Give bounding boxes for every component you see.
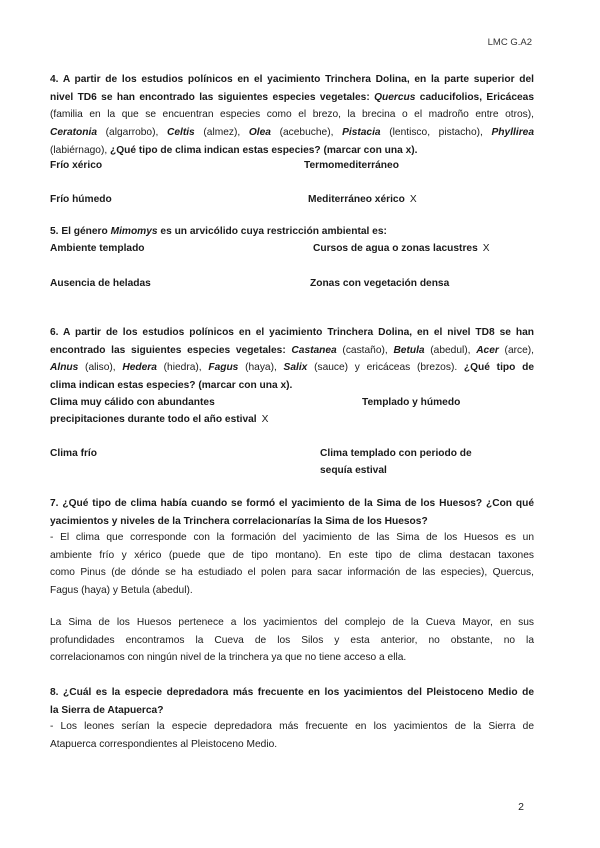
q8-answer-paragraph xyxy=(50,718,534,753)
text-line xyxy=(50,124,534,142)
text-segment: es un arvicólido cuya restricción ambiental es: xyxy=(157,226,387,237)
option-label: Ambiente templado xyxy=(50,243,145,254)
text-segment: 5. El género xyxy=(50,226,111,237)
text-segment: caducifolios, Ericáceas xyxy=(415,91,535,103)
option-label: Cursos de agua o zonas lacustres xyxy=(313,243,478,254)
option-label: Termomediterráneo xyxy=(304,160,399,171)
text-line xyxy=(50,513,534,531)
species-name: Castanea xyxy=(291,344,337,356)
q4-option-frio-xerico xyxy=(50,157,102,175)
question-4-text xyxy=(50,71,534,160)
text-line xyxy=(50,106,534,124)
option-label: Mediterráneo xérico xyxy=(308,194,405,205)
text-line xyxy=(50,582,534,600)
species-name: Mimomys xyxy=(110,226,158,237)
text-segment: Atapuerca correspondientes al Pleistoceno Medio. xyxy=(50,738,278,750)
species-name: Alnus xyxy=(50,362,79,374)
text-segment: (labiérnago), xyxy=(50,144,111,156)
text-line xyxy=(50,529,534,547)
question-5-text xyxy=(50,223,534,241)
q5-option-ausencia-heladas xyxy=(50,275,151,293)
q6-option-calido-line2 xyxy=(50,411,268,429)
text-line xyxy=(50,223,534,241)
species-name: Hedera xyxy=(122,362,157,374)
text-line xyxy=(50,632,534,650)
text-segment: nivel TD6 se han encontrado las siguientes especies vegetales: xyxy=(50,91,375,103)
text-line xyxy=(50,495,534,513)
text-segment: (algarrobo), xyxy=(97,127,167,139)
text-segment: profundidades encontramos la Cueva de los Silos y esta anterior, no obstante, no la xyxy=(50,634,534,646)
option-label: Clima frío xyxy=(50,448,97,459)
document-code: LMC G.A2 xyxy=(487,37,532,48)
text-line xyxy=(50,649,534,667)
text-segment: Fagus (haya) y Betula (abedul). xyxy=(50,585,193,597)
text-segment: (arce), xyxy=(498,344,534,356)
q4-option-frio-humedo xyxy=(50,191,112,209)
text-line xyxy=(50,614,534,632)
species-name: Pistacia xyxy=(342,127,381,139)
text-segment: 4. A partir de los estudios polínicos en el yacimiento Trinchera Dolina, en la parte superior del xyxy=(50,74,534,85)
option-label: Templado y húmedo xyxy=(362,397,461,408)
selection-mark: X xyxy=(261,414,269,425)
text-segment: - El clima que corresponde con la formación del yacimiento de las Sima de los Huesos es un xyxy=(50,532,534,543)
text-line xyxy=(50,684,534,702)
option-label: Frío xérico xyxy=(50,160,103,171)
q7-answer-paragraph-2 xyxy=(50,614,534,667)
text-segment: ¿Qué tipo de xyxy=(463,362,534,374)
text-line xyxy=(50,702,534,720)
question-7-text xyxy=(50,495,534,530)
species-name: Quercus xyxy=(374,91,416,103)
text-segment: ¿Qué tipo de clima indican estas especies? (marcar con una x). xyxy=(110,144,418,156)
q4-option-mediterraneo-xerico xyxy=(308,191,417,209)
text-segment: La Sima de los Huesos pertenece a los yacimientos del complejo de la Cueva Mayor, en sus xyxy=(50,617,534,628)
text-segment: como Pinus (de dónde se ha estudiado el polen para sacar información de las especies), Quercus, xyxy=(50,567,534,579)
text-line xyxy=(50,547,534,565)
species-name: Betula xyxy=(393,344,425,356)
q5-option-cursos-de-agua xyxy=(313,240,490,258)
text-segment: 8. ¿Cuál es la especie depredadora más frecuente en los yacimientos del Pleistoceno Medio de xyxy=(50,687,534,698)
q6-option-calido-line1 xyxy=(50,394,215,412)
option-label: Clima muy cálido con abundantes xyxy=(50,397,215,408)
text-segment: (almez), xyxy=(194,127,249,139)
text-line xyxy=(50,718,534,736)
q6-option-clima-frio xyxy=(50,445,97,463)
option-label: Zonas con vegetación densa xyxy=(310,278,450,289)
question-8-text xyxy=(50,684,534,719)
text-segment: - Los leones serían la especie depredadora más frecuente en los yacimientos de la Sierra de xyxy=(50,721,534,732)
species-name: Ceratonia xyxy=(50,127,97,139)
q5-option-ambiente-templado xyxy=(50,240,145,258)
species-name: Olea xyxy=(248,127,271,139)
q7-answer-paragraph-1 xyxy=(50,529,534,600)
text-segment: (aliso), xyxy=(78,362,123,374)
text-segment: correlacionamos con ningún nivel de la trinchera ya que no tiene acceso a ella. xyxy=(50,652,407,664)
text-line xyxy=(50,377,534,395)
text-line xyxy=(50,342,534,360)
text-segment: ambiente frío y xérico (puede que de tipo montano). En este tipo de clima destacan taxones xyxy=(50,549,534,561)
text-segment: (castaño), xyxy=(336,344,394,356)
text-segment: (hiedra), xyxy=(156,362,209,374)
q6-option-templado-sequia-line2 xyxy=(320,462,387,480)
text-line xyxy=(50,89,534,107)
text-segment: (abedul), xyxy=(424,344,477,356)
text-segment: (lentisco, pistacho), xyxy=(380,127,492,139)
option-label: sequía estival xyxy=(320,465,387,476)
text-segment: encontrado las siguientes especies vegetales: xyxy=(50,344,292,356)
q6-option-templado-humedo xyxy=(362,394,460,412)
species-name: Fagus xyxy=(208,362,239,374)
species-name: Celtis xyxy=(166,127,195,139)
q6-option-templado-sequia-line1 xyxy=(320,445,472,463)
text-segment: (sauce) y ericáceas (brezos). xyxy=(307,362,464,374)
q4-option-termomediterraneo xyxy=(304,157,399,175)
text-line xyxy=(50,564,534,582)
text-segment: yacimientos y niveles de la Trinchera correlacionarías la Sima de los Huesos? xyxy=(50,515,428,527)
species-name: Phyllirea xyxy=(491,127,534,139)
option-label: precipitaciones durante todo el año estival xyxy=(50,414,257,425)
option-label: Clima templado con periodo de xyxy=(320,448,472,459)
text-segment: 6. A partir de los estudios polínicos en el yacimiento Trinchera Dolina, en el nivel TD8 se han xyxy=(50,327,534,338)
text-line xyxy=(50,359,534,377)
page-number: 2 xyxy=(518,801,524,813)
selection-mark: X xyxy=(482,243,490,254)
option-label: Frío húmedo xyxy=(50,194,112,205)
text-segment: clima indican estas especies? (marcar con una x). xyxy=(50,380,293,392)
species-name: Salix xyxy=(283,362,308,374)
question-6-text xyxy=(50,324,534,395)
text-segment: (haya), xyxy=(238,362,284,374)
text-line xyxy=(50,324,534,342)
text-line xyxy=(50,142,534,160)
text-segment: la Sierra de Atapuerca? xyxy=(50,704,164,716)
option-label: Ausencia de heladas xyxy=(50,278,151,289)
species-name: Acer xyxy=(476,344,499,356)
q5-option-vegetacion-densa xyxy=(310,275,449,293)
text-segment: (acebuche), xyxy=(270,127,343,139)
text-segment: (familia en la que se encuentran especies como el brezo, la brecina o el madroño entre otros), xyxy=(50,109,534,121)
text-line xyxy=(50,71,534,89)
text-segment: 7. ¿Qué tipo de clima había cuando se formó el yacimiento de la Sima de los Huesos? ¿Con qué xyxy=(50,498,534,509)
text-line xyxy=(50,736,534,754)
selection-mark: X xyxy=(409,194,417,205)
